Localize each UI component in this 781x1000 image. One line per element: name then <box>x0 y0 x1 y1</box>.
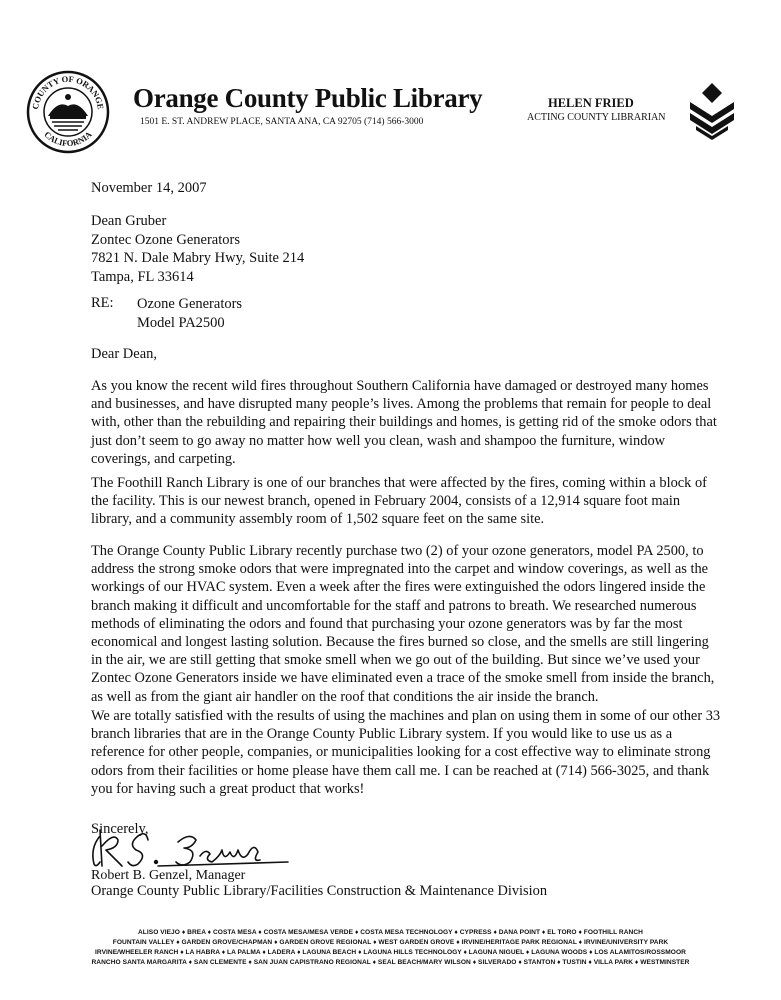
re-line: Ozone Generators <box>137 296 243 312</box>
library-address: 1501 E. ST. ANDREW PLACE, SANTA ANA, CA 92705 (714) 566-3000 <box>140 117 424 127</box>
recipient-line: Dean Gruber <box>91 213 167 229</box>
body-paragraph: The Orange County Public Library recently purchase two (2) of your ozone generators, model PA 2500, to address the strong smoke odors that were impregnated into the carpet and window coverings, as well as the workings of our HVAC system. Even a week after the fires were extinguished the odors lingered inside the branch making it difficult and uncomfortable for the staff and patrons to breath. We researched numerous methods of eliminating the odors and found that purchasing your ozone generators was by far the most economical and longest lasting solution. Because the fires burned so close, and the smells are still lingering in the air, we are still getting that smoke smell when we go out of the building. But since we’ve used your Zontec Ozone Generators inside we have eliminated even a trace of the smoke smell from inside the branch, as well as from the giant air handler on the roof that conditions the air inside the branch. <box>91 543 715 705</box>
body-paragraph: We are totally satisfied with the results of using the machines and plan on using them in some of our other 33 branch libraries that are in the Orange County Public Library system. If you would like to use us as a reference for other people, companies, or municipalities looking for a cost effective way to eliminate strong odors from their facilities or home please have them call me. I can be reached at (714) 566-3025, and thank you for having such a great product that works! <box>91 708 721 797</box>
svg-text:CALIFORNIA: CALIFORNIA <box>42 129 94 149</box>
branch-list-line: ALISO VIEJO ♦ BREA ♦ COSTA MESA ♦ COSTA MESA/MESA VERDE ♦ COSTA MESA TECHNOLOGY ♦ CYPRESS ♦ DANA POINT ♦ EL TORO ♦ FOOTHILL RANCH <box>138 929 643 936</box>
signer-name: Robert B. Genzel, Manager <box>91 868 246 883</box>
signer-division: Orange County Public Library/Facilities Construction & Maintenance Division <box>91 883 548 899</box>
branch-list-line: IRVINE/WHEELER RANCH ♦ LA HABRA ♦ LA PALMA ♦ LADERA ♦ LAGUNA BEACH ♦ LAGUNA HILLS TECHNOLOGY ♦ LAGUNA NIGUEL ♦ LAGUNA WOODS ♦ LOS ALAMITOS/ROSSMOOR <box>95 949 686 956</box>
recipient-line: Tampa, FL 33614 <box>91 268 194 285</box>
letter-date: November 14, 2007 <box>91 180 207 196</box>
recipient-line: 7821 N. Dale Mabry Hwy, Suite 214 <box>91 250 305 266</box>
re-label: RE: <box>91 295 114 311</box>
re-subject <box>137 295 242 332</box>
handwritten-signature-icon <box>88 822 293 872</box>
body-paragraph: As you know the recent wild fires throughout Southern California have damaged or destroyed many homes and businesses, and have disrupted many people’s lives. Among the problems that remain for people to deal with, other than the rebuilding and repairing their buildings and homes, is getting rid of the smoke odors that just don’t seem to go away no matter how well you clean, wash and shampoo the furniture, window coverings, and carpeting. <box>91 378 717 467</box>
county-seal-icon <box>26 70 110 154</box>
body-paragraph: The Foothill Ranch Library is one of our branches that were affected by the fires, coming within a block of the facility. This is our newest branch, opened in February 2004, consists of a 12,914 square foot main library, and a community assembly room of 1,502 square feet on the same site. <box>91 475 707 528</box>
re-line: Model PA2500 <box>137 314 225 331</box>
branch-list-line: FOUNTAIN VALLEY ♦ GARDEN GROVE/CHAPMAN ♦ GARDEN GROVE REGIONAL ♦ WEST GARDEN GROVE ♦ IRVINE/HERITAGE PARK REGIONAL ♦ IRVINE/UNIVERSITY PARK <box>112 939 669 946</box>
library-chevron-logo-icon <box>688 82 736 140</box>
closing: Sincerely, <box>91 821 149 837</box>
librarian-title: ACTING COUNTY LIBRARIAN <box>527 112 666 123</box>
librarian-name: HELEN FRIED <box>548 96 634 110</box>
branch-list-line: RANCHO SANTA MARGARITA ♦ SAN CLEMENTE ♦ SAN JUAN CAPISTRANO REGIONAL ♦ SEAL BEACH/MARY WILSON ♦ SILVERADO ♦ STANTON ♦ TUSTIN ♦ VILLA PARK ♦ WESTMINSTER <box>91 959 690 966</box>
svg-text:COUNTY OF ORANGE: COUNTY OF ORANGE <box>30 73 106 111</box>
branch-list-footer <box>0 928 781 968</box>
recipient-address-block <box>91 212 304 286</box>
salutation: Dear Dean, <box>91 346 158 362</box>
library-title: Orange County Public Library <box>133 83 483 113</box>
recipient-line: Zontec Ozone Generators <box>91 231 240 248</box>
